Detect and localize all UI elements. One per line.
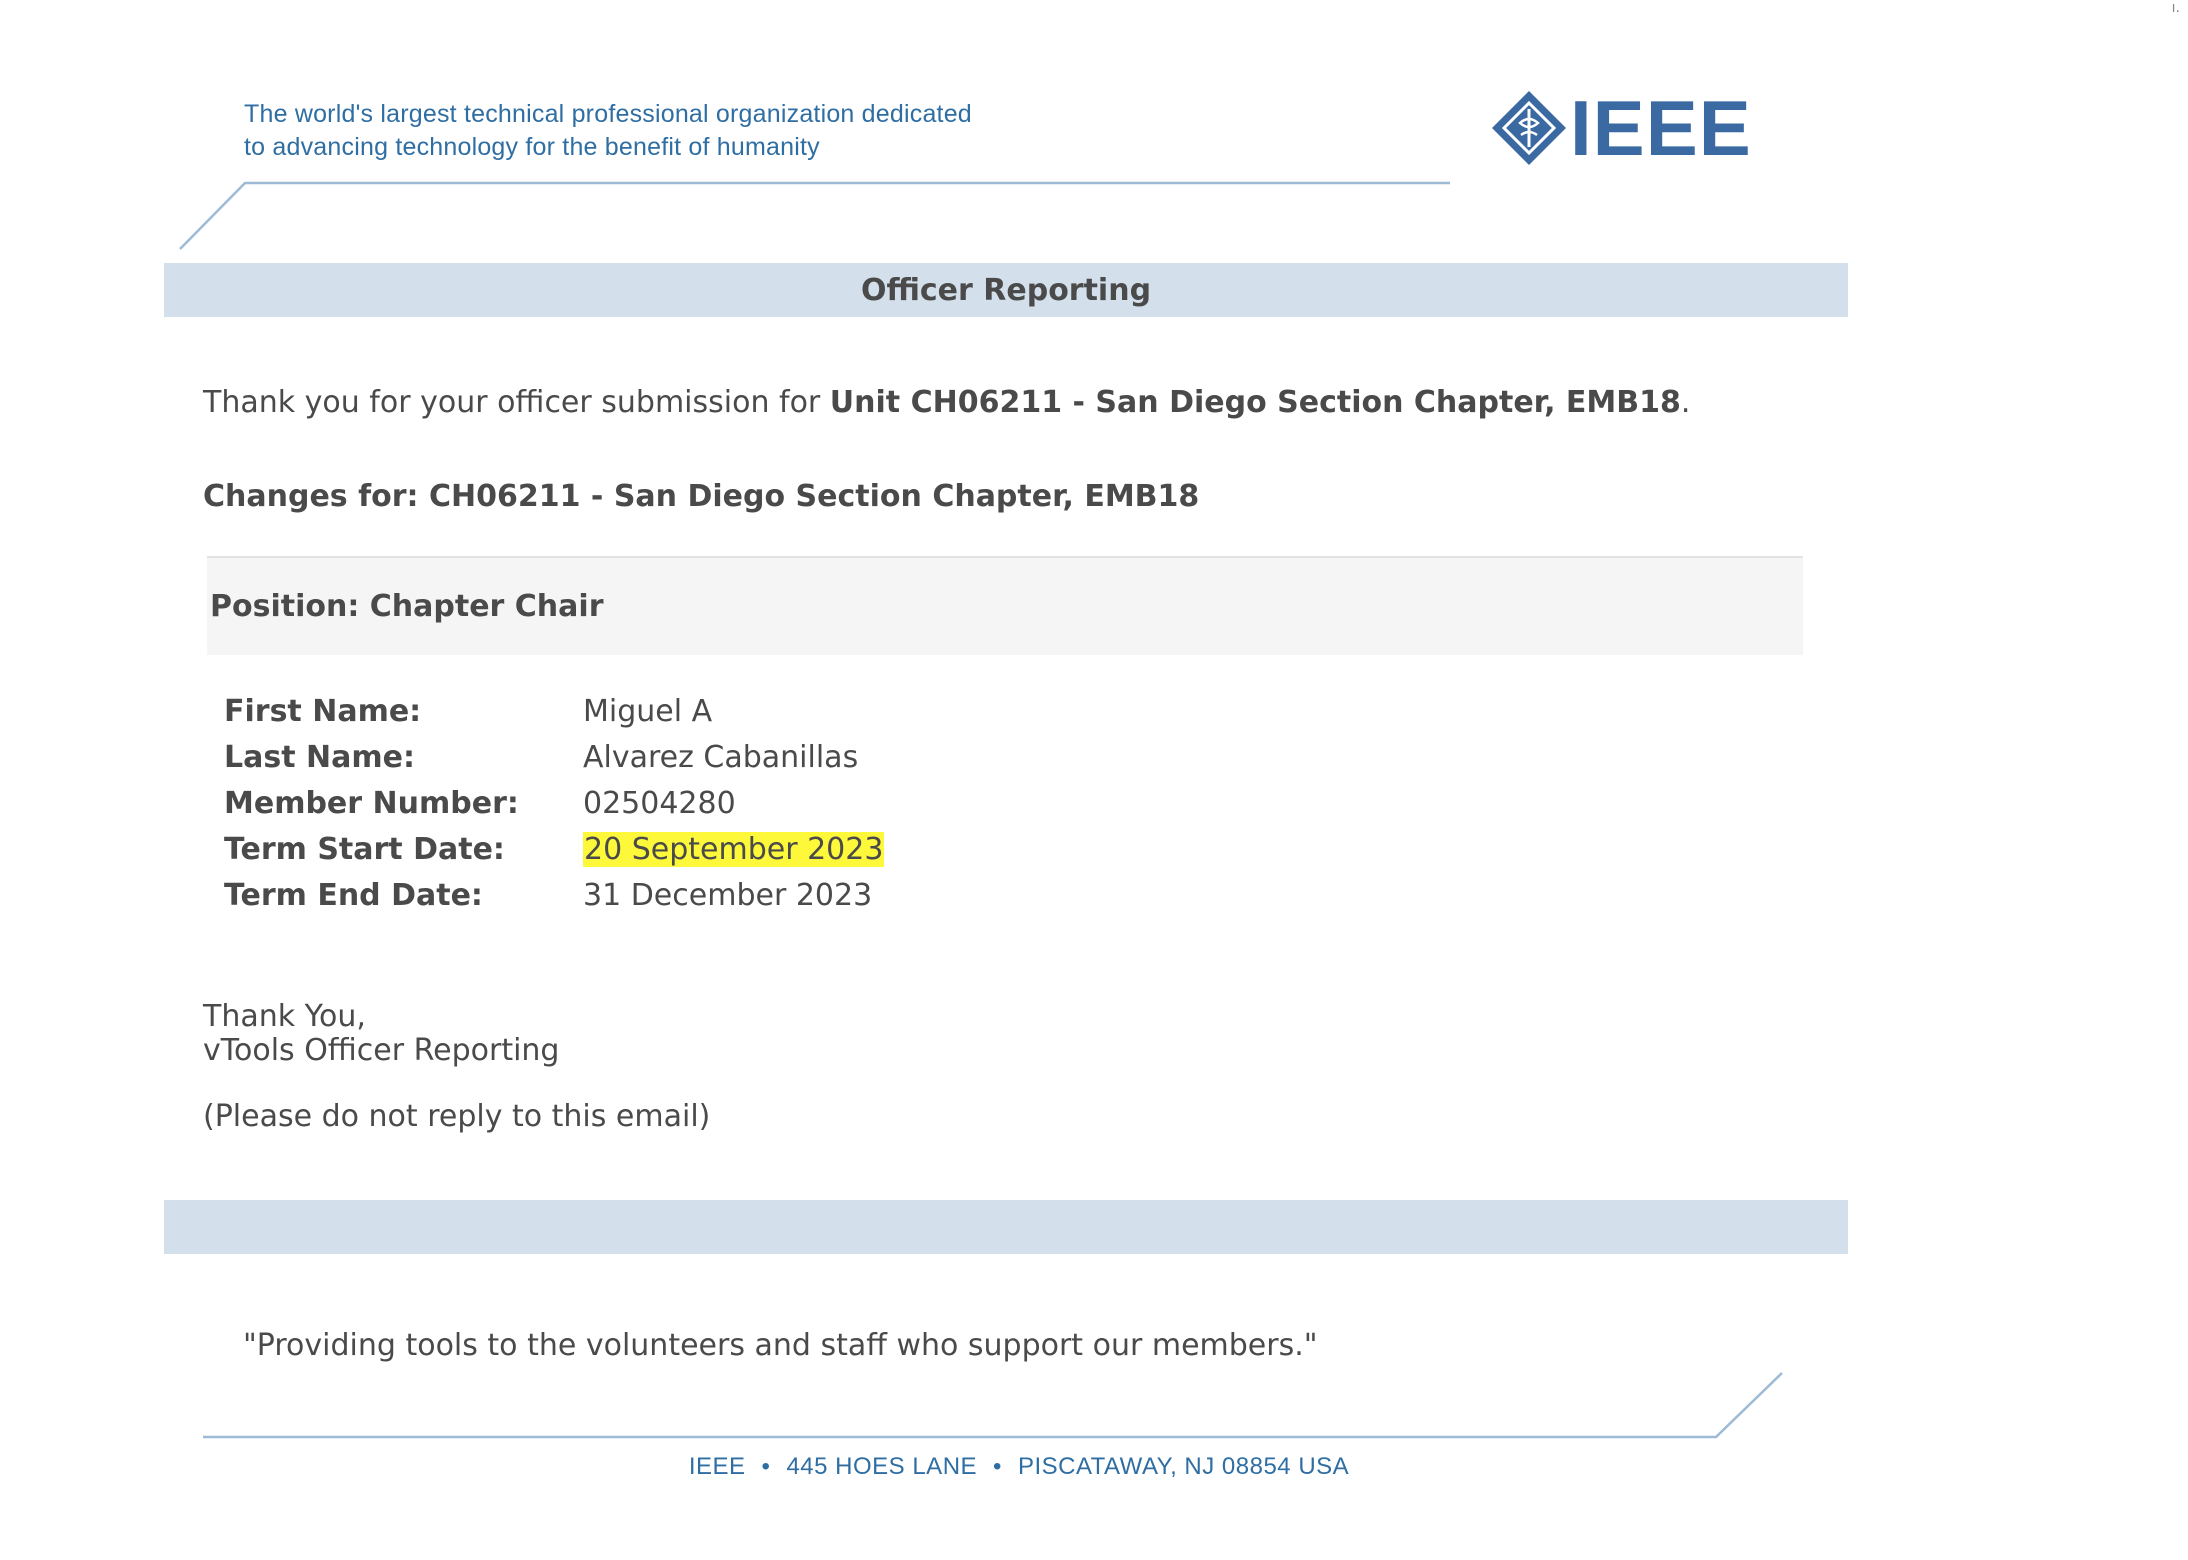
footer-rule-line [203, 1373, 1782, 1437]
field-label: Member Number: [224, 785, 519, 821]
detail-row-term-start [224, 826, 884, 872]
position-label: Position: Chapter Chair [210, 589, 604, 624]
address-street: 445 HOES LANE [786, 1453, 978, 1480]
field-label: Term Start Date: [224, 831, 505, 867]
intro-text [203, 383, 1690, 423]
tagline-line-2: to advancing technology for the benefit of humanity [244, 133, 820, 161]
signoff-line-2: vTools Officer Reporting [203, 1033, 560, 1068]
field-value-highlighted: 20 September 2023 [584, 831, 884, 867]
changes-heading: Changes for: CH06211 - San Diego Section Chapter, EMB18 [203, 479, 1200, 514]
ieee-wordmark: IEEE [1570, 84, 1752, 172]
detail-row-term-end [224, 872, 884, 918]
ieee-diamond-icon [1490, 89, 1568, 167]
position-header [207, 556, 1803, 655]
field-label: Last Name: [224, 739, 415, 775]
signoff [203, 1000, 559, 1068]
address-city: PISCATAWAY, NJ 08854 USA [1017, 1453, 1350, 1480]
intro-unit: Unit CH06211 - San Diego Section Chapter, EMB18 [829, 385, 1681, 420]
ieee-tagline [244, 98, 972, 164]
address-separator: • [761, 1453, 771, 1480]
field-value: 02504280 [583, 785, 736, 821]
detail-row-first-name [224, 688, 884, 734]
banner-title: Officer Reporting [860, 272, 1152, 308]
field-value: Miguel A [583, 693, 713, 729]
address-org: IEEE [688, 1453, 746, 1480]
title-banner [164, 263, 1848, 317]
officer-details [224, 688, 884, 918]
noreply-note: (Please do not reply to this email) [203, 1099, 711, 1134]
field-value: Alvarez Cabanillas [583, 739, 859, 775]
signoff-line-1: Thank You, [203, 999, 366, 1034]
footer-quote: "Providing tools to the volunteers and staff who support our members." [243, 1328, 1318, 1363]
detail-row-last-name [224, 734, 884, 780]
footer-address [0, 1453, 2188, 1481]
detail-row-member-number [224, 780, 884, 826]
field-label: First Name: [224, 693, 422, 729]
corner-mark: ı. [2171, 0, 2180, 16]
address-separator: • [993, 1453, 1002, 1480]
field-value: 31 December 2023 [583, 877, 873, 913]
intro-prefix: Thank you for your officer submission for [203, 385, 830, 420]
field-label: Term End Date: [224, 877, 483, 913]
header-rule-line [180, 183, 1450, 249]
intro-suffix: . [1680, 385, 1691, 420]
ieee-logo [1490, 84, 1752, 172]
tagline-line-1: The world's largest technical professional organization dedicated [244, 100, 972, 128]
footer-banner [164, 1200, 1848, 1254]
